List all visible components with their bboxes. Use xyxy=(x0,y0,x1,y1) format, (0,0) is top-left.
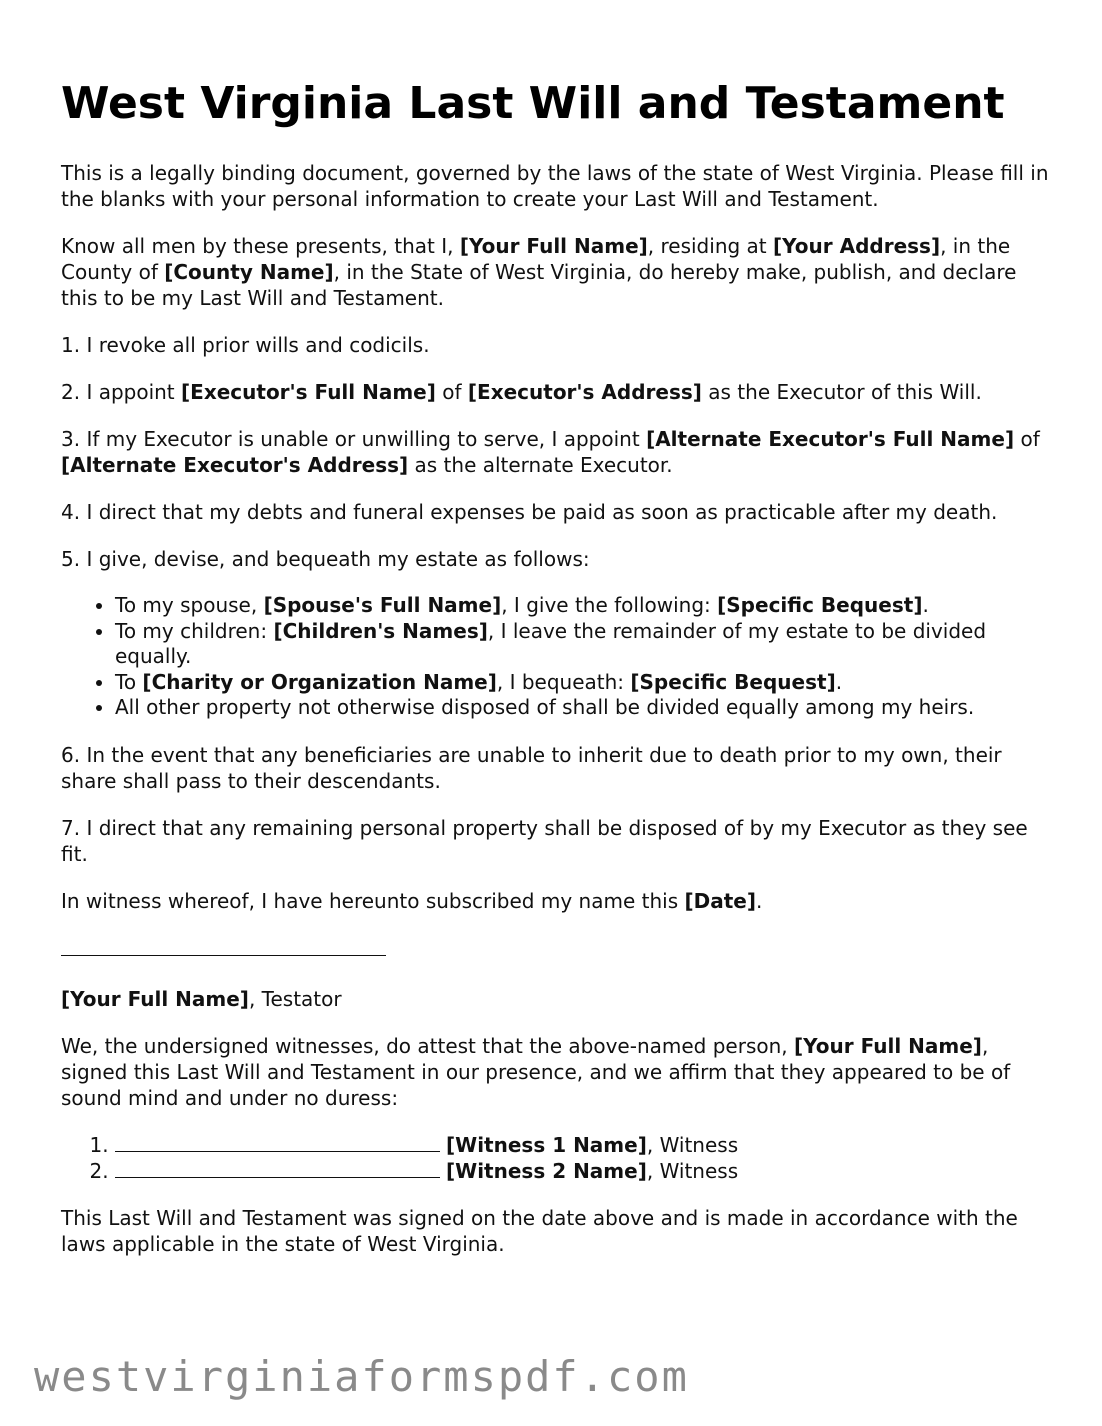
witness-list xyxy=(61,1132,1051,1184)
bequest-text: , I bequeath: xyxy=(496,669,631,694)
signature-underline xyxy=(61,935,386,956)
testator-name-placeholder: [Your Full Name] xyxy=(61,986,249,1011)
bequest-text: To my spouse, xyxy=(115,593,264,617)
list-item xyxy=(115,670,1051,696)
clause-7: 7. I direct that any remaining personal property shall be disposed of by my Executor as they see fit. xyxy=(61,815,1028,866)
list-item xyxy=(115,619,1051,670)
closing-paragraph: This Last Will and Testament was signed on the date above and is made in accordance with the laws applicable in the state of West Virginia. xyxy=(61,1205,1018,1256)
bequest-text: , I give the following: xyxy=(501,593,718,617)
witness-statement-text: In witness whereof, I have hereunto subscribed my name this xyxy=(61,888,685,913)
page-title: West Virginia Last Will and Testament xyxy=(61,78,1005,129)
specific-bequest-placeholder: [Specific Bequest] xyxy=(630,669,836,694)
witness-1-signature-line[interactable] xyxy=(115,1133,440,1152)
alt-executor-address-placeholder: [Alternate Executor's Address] xyxy=(61,453,409,477)
clause-text: as the Executor of this Will. xyxy=(701,380,982,404)
will-document xyxy=(61,78,1051,1278)
clause-text: as the alternate Executor. xyxy=(408,453,673,477)
clause-2 xyxy=(61,379,1051,405)
clause-text: of xyxy=(435,380,468,404)
clause-6: 6. In the event that any beneficiaries are unable to inherit due to death prior to my own, their share shall pass to their descendants. xyxy=(61,742,1002,793)
declaration-text: , in the State of West Virginia, do hereby make, publish, and declare this to be my Last Will and Testament. xyxy=(61,260,1017,310)
county-placeholder: [County Name] xyxy=(164,260,334,284)
witness-2-name-placeholder: [Witness 2 Name] xyxy=(446,1158,647,1183)
bequest-text: , I leave the remainder of my estate to be divided equally. xyxy=(115,618,987,668)
attestation-text: , signed this Last Will and Testament in our presence, and we affirm that they appeared to be of sound mind and under no duress: xyxy=(61,1033,1011,1110)
clause-3 xyxy=(61,426,1051,478)
alt-executor-name-placeholder: [Alternate Executor's Full Name] xyxy=(646,427,1015,451)
executor-address-placeholder: [Executor's Address] xyxy=(467,380,702,404)
bequest-list xyxy=(61,593,1051,721)
list-item xyxy=(115,593,1051,619)
testator-signature-line[interactable] xyxy=(61,935,1051,961)
bequest-text: . xyxy=(835,669,843,694)
watermark: westvirginiaformspdf.com xyxy=(34,1352,689,1401)
clause-text: of xyxy=(1014,427,1040,451)
witness-2-signature-line[interactable] xyxy=(115,1159,440,1178)
address-placeholder: [Your Address] xyxy=(773,234,941,258)
intro-paragraph: This is a legally binding document, governed by the laws of the state of West Virginia. Please fill in the blanks with your personal information to create your Last Will and Testament. xyxy=(61,161,1049,211)
testator-name-placeholder: [Your Full Name] xyxy=(794,1033,982,1058)
witness-role: , Witness xyxy=(646,1158,739,1183)
spouse-name-placeholder: [Spouse's Full Name] xyxy=(263,593,502,617)
declaration-paragraph xyxy=(61,233,1051,311)
witness-item xyxy=(115,1132,1051,1158)
children-names-placeholder: [Children's Names] xyxy=(273,618,488,643)
witness-statement xyxy=(61,888,1051,914)
bequest-text: . xyxy=(922,593,929,617)
witness-statement-text: . xyxy=(755,888,763,913)
date-placeholder: [Date] xyxy=(684,888,756,913)
clause-4: 4. I direct that my debts and funeral expenses be paid as soon as practicable after my death. xyxy=(61,500,998,524)
declaration-text: Know all men by these presents, that I, xyxy=(61,234,460,258)
witness-item xyxy=(115,1158,1051,1184)
attestation-paragraph xyxy=(61,1033,1051,1111)
list-item: • All other property not otherwise disposed of shall be divided equally among my heirs. xyxy=(115,695,1051,721)
declaration-text: , in the County of xyxy=(61,234,1011,284)
witness-role: , Witness xyxy=(646,1132,739,1157)
testator-name-placeholder: [Your Full Name] xyxy=(459,234,648,258)
clause-text: 2. I appoint xyxy=(61,380,182,404)
witness-1-name-placeholder: [Witness 1 Name] xyxy=(446,1132,647,1157)
clause-text: 3. If my Executor is unable or unwilling to serve, I appoint xyxy=(61,427,647,451)
bequest-text: To xyxy=(115,669,143,694)
specific-bequest-placeholder: [Specific Bequest] xyxy=(717,593,923,617)
executor-name-placeholder: [Executor's Full Name] xyxy=(181,380,436,404)
declaration-text: , residing at xyxy=(647,234,773,258)
clause-5: 5. I give, devise, and bequeath my estate as follows: xyxy=(61,547,590,571)
clause-1: 1. I revoke all prior wills and codicils. xyxy=(61,333,430,357)
testator-label xyxy=(61,986,1051,1012)
testator-role: , Testator xyxy=(248,986,342,1011)
charity-name-placeholder: [Charity or Organization Name] xyxy=(142,669,497,694)
attestation-text: We, the undersigned witnesses, do attest that the above-named person, xyxy=(61,1033,794,1058)
bequest-text: To my children: xyxy=(115,618,274,643)
